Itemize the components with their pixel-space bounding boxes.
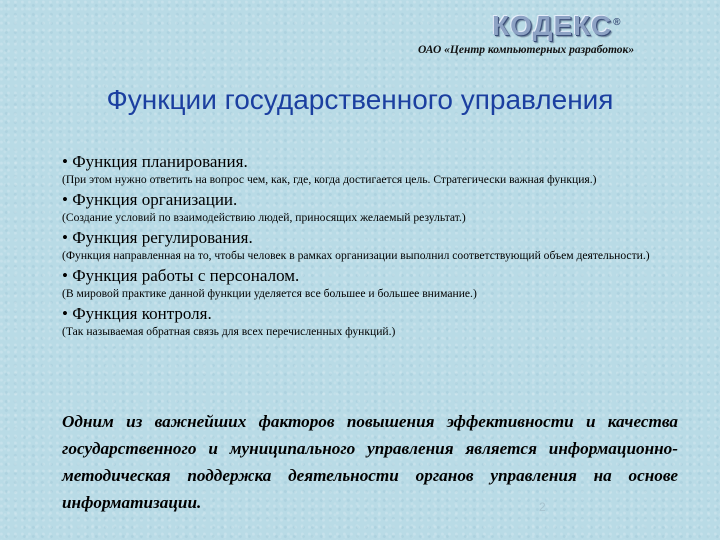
function-heading: • Функция работы с персоналом. — [62, 266, 300, 285]
function-note: (При этом нужно ответить на вопрос чем, как, где, когда достигается цель. Стратегически важная функция.) — [62, 173, 597, 186]
function-item-regulation — [62, 228, 680, 264]
page-title: Функции государственного управления — [106, 84, 614, 115]
function-heading: • Функция планирования. — [62, 152, 248, 171]
function-heading: • Функция организации. — [62, 190, 238, 209]
function-heading: • Функция регулирования. — [62, 228, 253, 247]
function-note: (В мировой практике данной функции уделяется все большее и большее внимание.) — [62, 287, 477, 300]
function-note: (Так называемая обратная связь для всех перечисленных функций.) — [62, 325, 396, 338]
kodeks-logo — [492, 10, 621, 42]
function-item-planning — [62, 152, 680, 188]
organization-name: ОАО «Центр компьютерных разработок» — [418, 44, 635, 56]
registered-mark: ® — [613, 16, 622, 28]
function-note: (Функция направленная на то, чтобы человек в рамках организации выполнил соответствующий объем деятельности.) — [62, 249, 650, 262]
function-note: (Создание условий по взаимодействию людей, приносящих желаемый результат.) — [62, 211, 466, 224]
functions-list — [62, 152, 680, 342]
function-item-personnel — [62, 266, 680, 302]
conclusion-paragraph: Одним из важнейших факторов повышения эффективности и качества государственного и муниципального управления является информационно-методическая поддержка деятельности органов управления на основе информатизации. — [62, 412, 678, 512]
function-item-organization — [62, 190, 680, 226]
function-item-control — [62, 304, 680, 340]
logo-text: КОДЕКС — [492, 10, 613, 41]
page-number: 2 — [539, 500, 546, 514]
function-heading: • Функция контроля. — [62, 304, 212, 323]
